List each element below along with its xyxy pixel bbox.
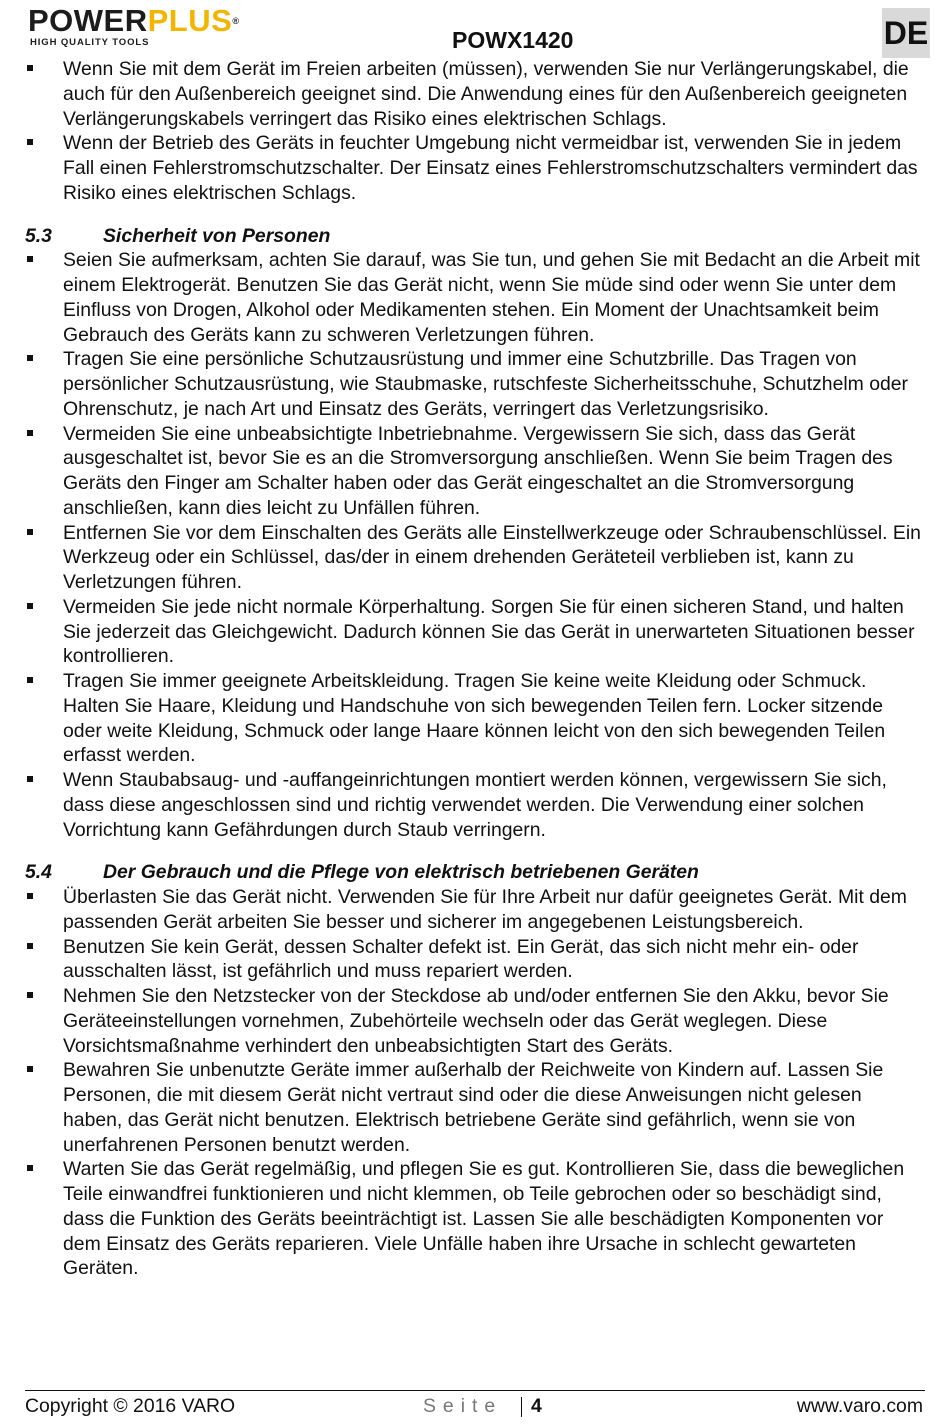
list-item-text: Wenn Sie mit dem Gerät im Freien arbeiten (müssen), verwenden Sie nur Verlängerungskabel, die auch für den Außenbereich geeignet sind. Die Anwendung eines für den Außenbereich geeigneten Verlängerungskabels verringert das Risiko eines elektrischen Schlags. bbox=[63, 58, 909, 130]
bullet-square-icon bbox=[27, 256, 33, 262]
logo-tagline: HIGH QUALITY TOOLS bbox=[30, 37, 150, 48]
list-item-text: Warten Sie das Gerät regelmäßig, und pflegen Sie es gut. Kontrollieren Sie, dass die beweglichen Teile einwandfrei funktionieren und nicht klemmen, ob Teile gebrochen oder so beschädigt sind, dass die Funktion des Geräts beeinträchtigt ist. Lassen Sie alle beschädigten Komponenten vor dem Einsatz des Geräts reparieren. Viele Unfälle haben ihre Ursache in schlecht gewarteten Geräten. bbox=[63, 1158, 905, 1280]
page-footer bbox=[25, 1390, 925, 1421]
list-item-text: Benutzen Sie kein Gerät, dessen Schalter defekt ist. Ein Gerät, das sich nicht mehr ein- oder ausschalten lässt, ist gefährlich und muss repariert werden. bbox=[63, 935, 859, 983]
bullet-square-icon bbox=[27, 430, 33, 436]
section-title: Der Gebrauch und die Pflege von elektrisch betriebenen Geräten bbox=[103, 861, 699, 884]
section-title: Sicherheit von Personen bbox=[103, 224, 331, 247]
list-item-text: Tragen Sie eine persönliche Schutzausrüstung und immer eine Schutzbrille. Das Tragen von persönlicher Schutzausrüstung, wie Staubmaske, rutschfeste Sicherheitsschuhe, Schutzhelm oder Ohrenschutz, je nach Art und Einsatz des Geräts, verringert das Verletzungsrisiko. bbox=[63, 348, 909, 420]
section-spacer bbox=[25, 206, 925, 224]
bullet-square-icon bbox=[27, 776, 33, 782]
bullet-square-icon bbox=[27, 893, 33, 899]
list-item bbox=[25, 768, 925, 842]
page-number: 4 bbox=[531, 1395, 542, 1417]
list-item bbox=[25, 1058, 925, 1157]
section-spacer bbox=[25, 842, 925, 860]
logo-plus-text: PLUS bbox=[147, 3, 233, 38]
list-item bbox=[25, 935, 925, 985]
section-heading-5-3 bbox=[25, 224, 925, 249]
list-item bbox=[25, 984, 925, 1058]
list-item bbox=[25, 885, 925, 935]
model-number: POWX1420 bbox=[452, 27, 574, 53]
list-item bbox=[25, 669, 925, 768]
list-item bbox=[25, 521, 925, 595]
logo-power-text: POWER bbox=[28, 3, 148, 38]
list-item bbox=[25, 422, 925, 521]
bullet-square-icon bbox=[27, 943, 33, 949]
page-label: Seite bbox=[423, 1395, 503, 1417]
list-item-text: Vermeiden Sie eine unbeabsichtigte Inbetriebnahme. Vergewissern Sie sich, dass das Gerät ausgeschaltet ist, bevor Sie es an die Stromversorgung anschließen. Wenn Sie beim Tragen des Geräts den Finger am Schalter haben oder das Gerät eingeschaltet an die Stromversorgung anschließen, kann dies leicht zu Unfällen führen. bbox=[63, 422, 893, 519]
copyright-text: Copyright © 2016 VARO bbox=[25, 1395, 236, 1417]
list-item-text: Überlasten Sie das Gerät nicht. Verwenden Sie für Ihre Arbeit nur dafür geeignetes Gerät. Mit dem passenden Gerät arbeiten Sie besser und sicherer im angegebenen Leistungsbereich. bbox=[63, 886, 907, 933]
list-item-text: Seien Sie aufmerksam, achten Sie darauf, was Sie tun, und gehen Sie mit Bedacht an die Arbeit mit einem Elektrogerät. Benutzen Sie das Gerät nicht, wenn Sie müde sind oder wenn Sie unter dem Einfluss von Drogen, Alkohol oder Medikamenten stehen. Ein Moment der Unachtsamkeit beim Gebrauch des Geräts kann zu schweren Verletzungen führen. bbox=[63, 249, 920, 346]
list-item-text: Tragen Sie immer geeignete Arbeitskleidung. Tragen Sie keine weite Kleidung oder Schmuck. Halten Sie Haare, Kleidung und Handschuhe von sich bewegenden Teilen fern. Locker sitzende oder weite Kleidung, Schmuck oder lange Haare können leicht von den sich bewegenden Teilen erfasst werden. bbox=[63, 670, 886, 767]
bullet-square-icon bbox=[27, 355, 33, 361]
list-item-text: Nehmen Sie den Netzstecker von der Steckdose ab und/oder entfernen Sie den Akku, bevor Sie Geräteeinstellungen vornehmen, Zubehörteile wechseln oder das Gerät weglegen. Diese Vorsichtsmaßnahme verhindert den unbeabsichtigten Start des Geräts. bbox=[63, 985, 889, 1057]
bullet-square-icon bbox=[27, 1066, 33, 1072]
bullet-square-icon bbox=[27, 65, 33, 71]
language-badge: DE bbox=[882, 8, 930, 58]
list-item bbox=[25, 248, 925, 347]
bullet-square-icon bbox=[27, 1165, 33, 1171]
list-item-text: Entfernen Sie vor dem Einschalten des Geräts alle Einstellwerkzeuge oder Schraubenschlüssel. Ein Werkzeug oder ein Schlüssel, das/der in einem drehenden Geräteteil verblieben ist, kann zu Verletzungen führen. bbox=[63, 521, 921, 593]
bullet-square-icon bbox=[27, 529, 33, 535]
section-number: 5.4 bbox=[25, 861, 52, 884]
bullet-square-icon bbox=[27, 603, 33, 609]
section-number: 5.3 bbox=[25, 224, 52, 247]
website-link[interactable]: www.varo.com bbox=[796, 1395, 923, 1417]
footer-divider bbox=[521, 1397, 522, 1417]
bullet-square-icon bbox=[27, 677, 33, 683]
powerplus-logo bbox=[28, 4, 288, 50]
list-item-text: Wenn Staubabsaug- und -auffangeinrichtungen montiert werden können, vergewissern Sie sich, dass diese angeschlossen sind und richtig verwendet werden. Die Verwendung einer solchen Vorrichtung kann Gefährdungen durch Staub verringern. bbox=[63, 769, 887, 841]
bullet-square-icon bbox=[27, 992, 33, 998]
list-item-text: Wenn der Betrieb des Geräts in feuchter Umgebung nicht vermeidbar ist, verwenden Sie in jedem Fall einen Fehlerstromschutzschalter. Der Einsatz eines Fehlerstromschutzschalters vermindert das Risiko eines elektrischen Schlags. bbox=[63, 132, 918, 204]
list-item-text: Bewahren Sie unbenutzte Geräte immer außerhalb der Reichweite von Kindern auf. Lassen Sie Personen, die mit diesem Gerät nicht vertraut sind oder die diese Anweisungen nicht gelesen haben, das Gerät nicht benutzen. Elektrisch betriebene Geräte sind gefährlich, wenn sie von unerfahrenen Personen benutzt werden. bbox=[63, 1059, 884, 1156]
logo-registered-mark: ® bbox=[232, 16, 240, 26]
list-item bbox=[25, 57, 925, 131]
list-item bbox=[25, 595, 925, 669]
logo-wordmark bbox=[28, 4, 239, 38]
section-heading-5-4 bbox=[25, 860, 925, 885]
list-item bbox=[25, 131, 925, 205]
list-item-text: Vermeiden Sie jede nicht normale Körperhaltung. Sorgen Sie für einen sicheren Stand, und halten Sie jederzeit das Gleichgewicht. Dadurch können Sie das Gerät in unerwarteten Situationen besser kontrollieren. bbox=[63, 595, 915, 668]
list-item bbox=[25, 1157, 925, 1281]
list-item bbox=[25, 347, 925, 421]
bullet-square-icon bbox=[27, 139, 33, 145]
page-content bbox=[25, 57, 925, 1281]
page-header bbox=[0, 0, 950, 56]
